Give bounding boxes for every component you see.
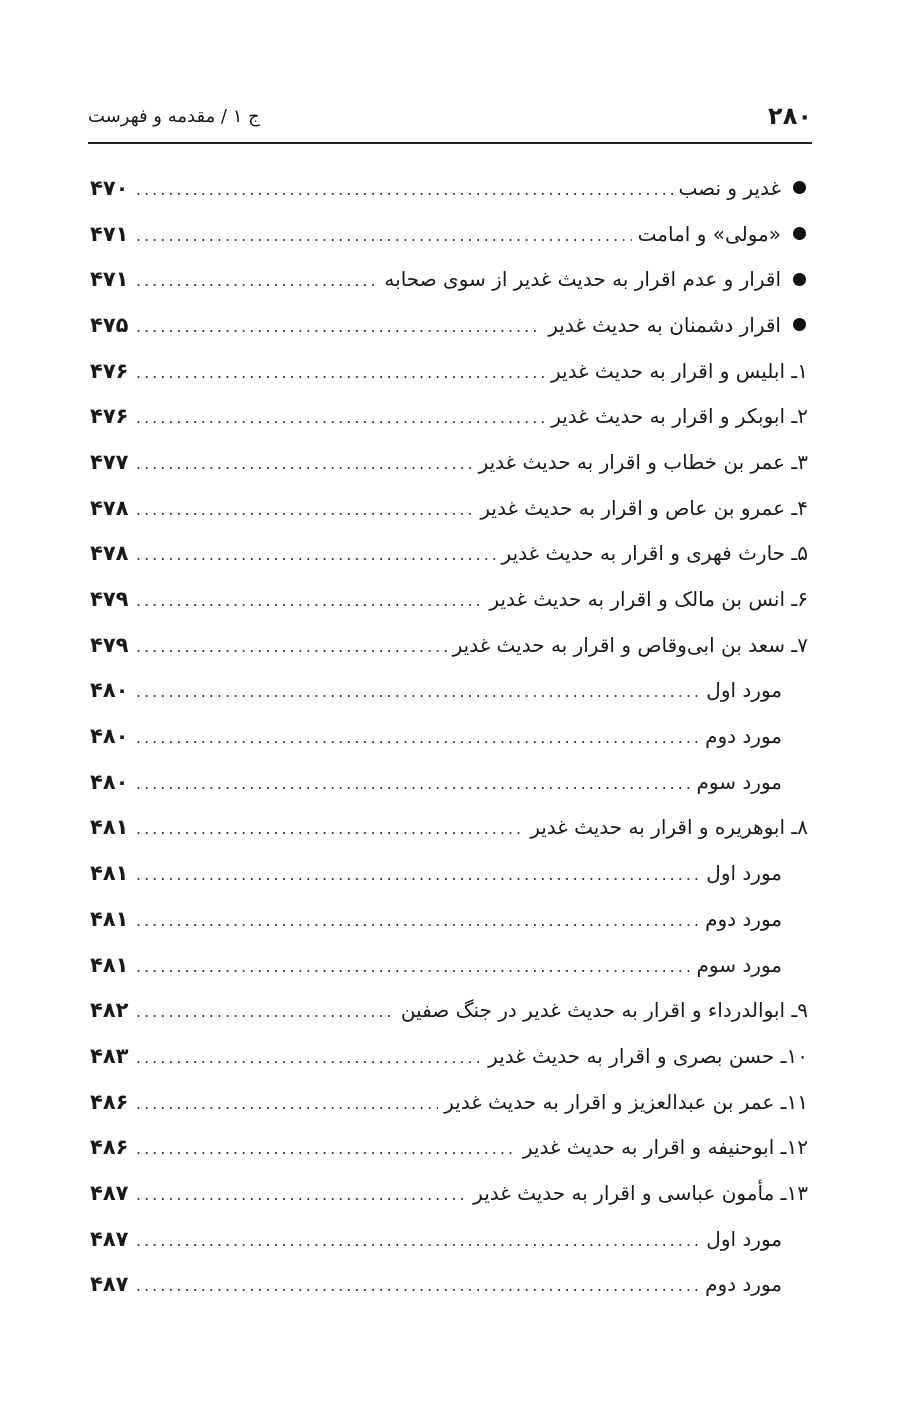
toc-entry — [90, 942, 808, 988]
toc-entry-title: ۱ـ ابلیس و اقرار به حدیث غدیر — [551, 358, 808, 383]
toc-entry — [90, 393, 808, 439]
toc-entry — [90, 759, 808, 805]
toc-entry-page-number: ۴۸۶ — [90, 1135, 129, 1160]
page-header — [88, 96, 812, 136]
dot-leader — [136, 182, 673, 198]
dot-leader — [136, 776, 691, 792]
toc-entry — [90, 1170, 808, 1216]
toc-entry-title: اقرار و عدم اقرار به حدیث غدیر از سوی صحابه — [384, 267, 781, 292]
toc-entry-page-number: ۴۸۱ — [90, 952, 129, 977]
toc-entry-page-number: ۴۸۰ — [90, 678, 129, 703]
dot-leader — [136, 1278, 699, 1294]
dot-leader — [136, 730, 699, 746]
toc-entry — [90, 1216, 808, 1262]
dot-leader — [136, 365, 545, 381]
toc-entry-title: ۹ـ ابوالدرداء و اقرار به حدیث غدیر در جنگ صفین — [400, 998, 808, 1023]
dot-leader — [136, 867, 700, 883]
toc-entry — [90, 439, 808, 485]
toc-entry — [90, 896, 808, 942]
toc-entry-page-number: ۴۷۷ — [90, 449, 129, 474]
toc-entry-title: ۷ـ سعد بن ابی‌وقاص و اقرار به حدیث غدیر — [452, 632, 808, 657]
dot-leader — [136, 456, 473, 472]
toc-entry-title: ۱۲ـ ابوحنیفه و اقرار به حدیث غدیر — [522, 1135, 808, 1160]
dot-leader — [136, 821, 524, 837]
toc-entry-title: مورد دوم — [705, 1272, 782, 1297]
bullet-icon — [793, 181, 806, 194]
toc-entry-page-number: ۴۸۷ — [90, 1226, 129, 1251]
toc-entry-title: مورد اول — [706, 861, 782, 886]
toc-entry — [90, 1262, 808, 1308]
toc-entry-title: مورد سوم — [696, 952, 782, 977]
toc-entry-page-number: ۴۸۲ — [90, 998, 129, 1023]
dot-leader — [136, 319, 542, 335]
toc-entry-page-number: ۴۷۱ — [90, 267, 129, 292]
toc-entry-title: ۸ـ ابوهریره و اقرار به حدیث غدیر — [530, 815, 808, 840]
toc-entry-title: ۱۱ـ عمر بن عبدالعزیز و اقرار به حدیث غدیر — [444, 1089, 808, 1114]
toc-entry-title: ۶ـ انس بن مالک و اقرار به حدیث غدیر — [489, 587, 808, 612]
dot-leader — [136, 547, 496, 563]
toc-entry — [90, 1079, 808, 1125]
toc-entry-page-number: ۴۸۳ — [90, 1043, 129, 1068]
dot-leader — [136, 1141, 517, 1157]
toc-entry — [90, 622, 808, 668]
toc-entry-title: غدیر و نصب — [678, 175, 781, 200]
dot-leader — [136, 273, 378, 289]
toc-entry-page-number: ۴۷۹ — [90, 632, 129, 657]
toc-entry-title: مورد سوم — [696, 769, 782, 794]
toc-entry-title: ۵ـ حارث فهری و اقرار به حدیث غدیر — [501, 541, 808, 566]
dot-leader — [136, 1096, 438, 1112]
bullet-icon — [793, 318, 806, 331]
dot-leader — [136, 410, 545, 426]
toc-entry — [90, 713, 808, 759]
toc-entry-page-number: ۴۸۷ — [90, 1272, 129, 1297]
toc-entry-title: مورد دوم — [705, 906, 782, 931]
dot-leader — [136, 1004, 395, 1020]
dot-leader — [136, 639, 447, 655]
toc-entry — [90, 485, 808, 531]
page-number: ۲۸۰ — [768, 102, 812, 130]
dot-leader — [136, 502, 474, 518]
toc-entry-title: ۱۰ـ حسن بصری و اقرار به حدیث غدیر — [488, 1043, 808, 1068]
toc-entry-page-number: ۴۷۹ — [90, 587, 129, 612]
dot-leader — [136, 1050, 482, 1066]
toc-entry-page-number: ۴۷۱ — [90, 221, 129, 246]
table-of-contents — [90, 165, 808, 1307]
toc-entry-page-number: ۴۸۱ — [90, 861, 129, 886]
dot-leader — [136, 913, 699, 929]
toc-entry — [90, 576, 808, 622]
toc-entry-page-number: ۴۸۱ — [90, 815, 129, 840]
dot-leader — [136, 1187, 467, 1203]
toc-entry — [90, 668, 808, 714]
bullet-icon — [793, 227, 806, 240]
toc-entry-page-number: ۴۸۷ — [90, 1180, 129, 1205]
toc-entry-title: ۱۳ـ مأمون عباسی و اقرار به حدیث غدیر — [473, 1180, 808, 1205]
toc-entry-page-number: ۴۷۸ — [90, 541, 129, 566]
toc-entry-page-number: ۴۸۰ — [90, 769, 129, 794]
toc-entry-page-number: ۴۷۸ — [90, 495, 129, 520]
toc-entry — [90, 165, 808, 211]
toc-entry — [90, 850, 808, 896]
toc-entry-title: مورد دوم — [705, 724, 782, 749]
dot-leader — [136, 593, 483, 609]
toc-entry — [90, 211, 808, 257]
toc-entry — [90, 987, 808, 1033]
toc-entry-page-number: ۴۸۰ — [90, 724, 129, 749]
toc-entry-title: مورد اول — [706, 678, 782, 703]
toc-entry-page-number: ۴۷۰ — [90, 175, 129, 200]
running-title: ج ۱ / مقدمه و فهرست — [88, 105, 260, 127]
toc-entry — [90, 348, 808, 394]
toc-entry — [90, 256, 808, 302]
dot-leader — [136, 959, 691, 975]
toc-entry — [90, 302, 808, 348]
dot-leader — [136, 228, 632, 244]
header-rule — [88, 142, 812, 144]
toc-entry-page-number: ۴۷۶ — [90, 404, 129, 429]
toc-entry-title: مورد اول — [706, 1226, 782, 1251]
toc-entry — [90, 1033, 808, 1079]
toc-entry-title: ۳ـ عمر بن خطاب و اقرار به حدیث غدیر — [478, 449, 808, 474]
toc-entry-title: ۴ـ عمرو بن عاص و اقرار به حدیث غدیر — [480, 495, 808, 520]
toc-entry-title: «مولی» و امامت — [637, 221, 781, 246]
toc-entry-page-number: ۴۷۵ — [90, 312, 129, 337]
dot-leader — [136, 684, 700, 700]
toc-entry — [90, 1124, 808, 1170]
toc-entry-page-number: ۴۸۱ — [90, 906, 129, 931]
toc-entry — [90, 531, 808, 577]
toc-entry-title: ۲ـ ابوبکر و اقرار به حدیث غدیر — [551, 404, 808, 429]
toc-entry-page-number: ۴۸۶ — [90, 1089, 129, 1114]
dot-leader — [136, 1233, 700, 1249]
toc-entry-page-number: ۴۷۶ — [90, 358, 129, 383]
toc-entry-title: اقرار دشمنان به حدیث غدیر — [548, 312, 781, 337]
toc-entry — [90, 805, 808, 851]
bullet-icon — [793, 273, 806, 286]
